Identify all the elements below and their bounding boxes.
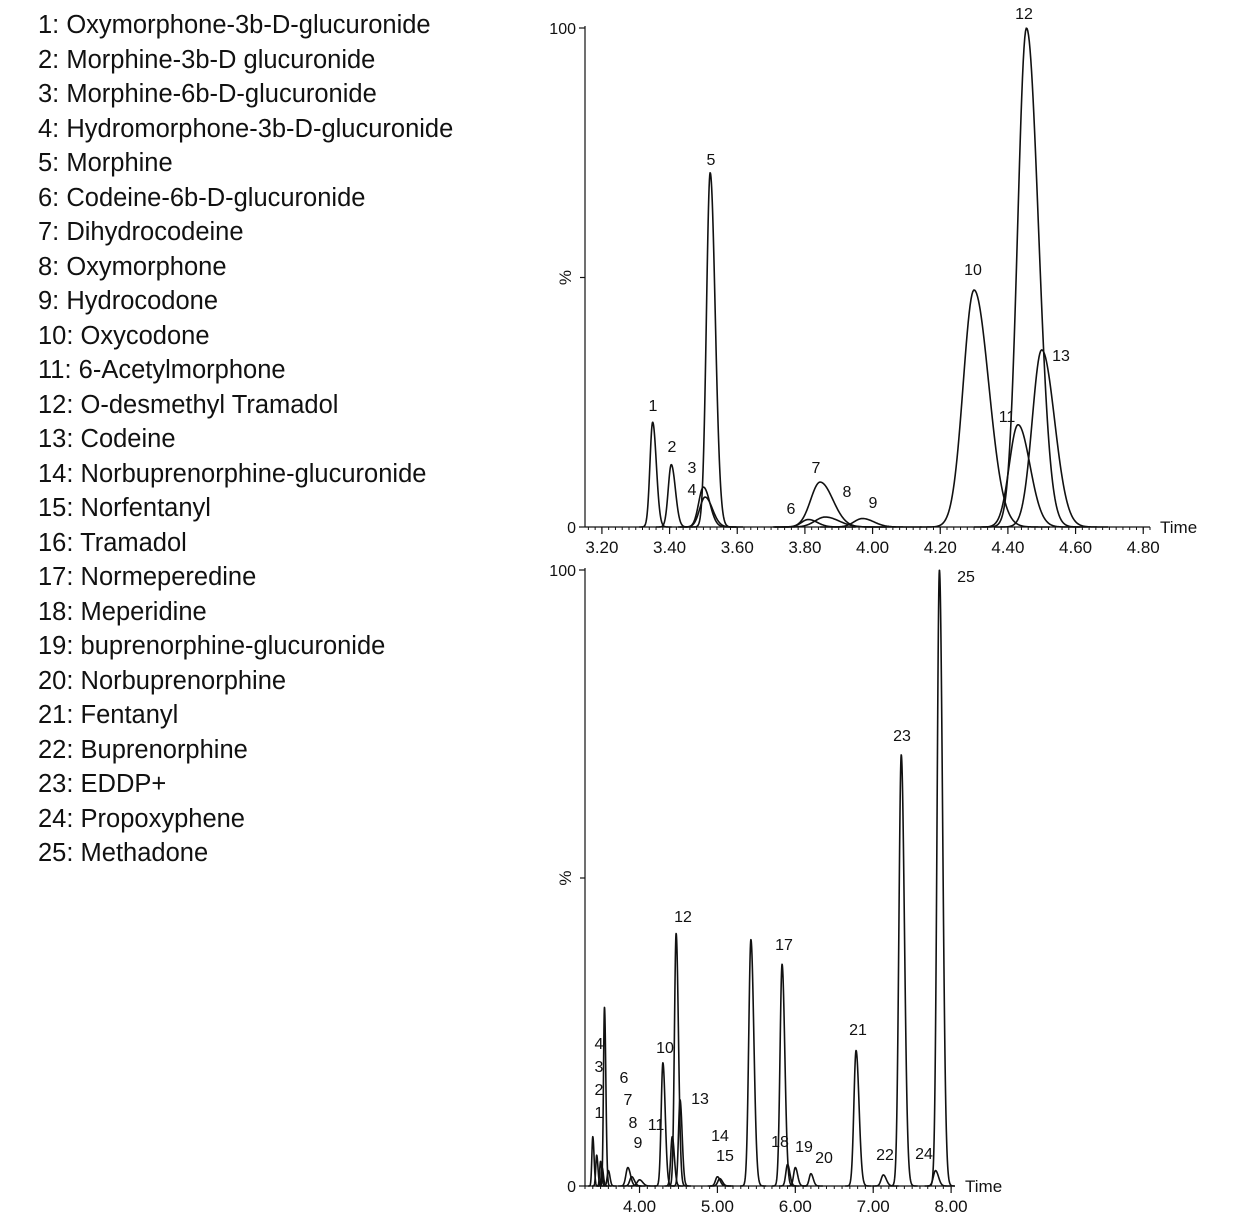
legend-item: 4: Hydromorphone-3b-D-glucuronide (38, 114, 454, 143)
peak-label: 17 (775, 937, 793, 954)
peak-label: 21 (849, 1022, 867, 1039)
x-tick-label: 4.80 (1126, 538, 1160, 557)
peak-label: 15 (716, 1148, 734, 1165)
y-tick-label: 100 (549, 21, 576, 38)
x-tick-label: 3.80 (788, 538, 822, 557)
x-tick-label: 8.00 (934, 1197, 968, 1216)
legend-item: 12: O-desmethyl Tramadol (38, 390, 339, 419)
peak-trace (678, 497, 743, 527)
legend-item: 9: Hydrocodone (38, 287, 219, 315)
peak-label: 18 (771, 1134, 789, 1151)
legend-item: 19: buprenorphine-glucuronide (38, 632, 386, 660)
peak-label: 12 (1015, 6, 1033, 23)
legend-item: 22: Buprenorphine (38, 735, 248, 764)
peak-label: 6 (786, 501, 796, 518)
peak-label: 13 (1052, 348, 1070, 365)
legend-item: 1: Oxymorphone-3b-D-glucuronide (38, 11, 431, 39)
peak-label: 12 (674, 909, 692, 926)
x-tick-label: 3.40 (653, 538, 687, 557)
peak-label: 24 (915, 1146, 933, 1163)
x-axis-label: Time (1160, 518, 1198, 537)
peak-label: 5 (706, 152, 716, 169)
peak-trace (772, 964, 796, 1186)
x-tick-label: 5.00 (700, 1197, 734, 1216)
y-axis-label: % (556, 269, 575, 286)
peak-label: 20 (815, 1150, 833, 1167)
peak-label: 4 (687, 482, 697, 499)
peak-trace (983, 28, 1089, 527)
peak-trace (845, 1051, 871, 1186)
x-tick-label: 7.00 (856, 1197, 890, 1216)
chromatogram-bottom (549, 563, 1002, 1216)
legend-item: 14: Norbuprenorphine-glucuronide (38, 459, 427, 488)
legend-item: 23: EDDP+ (38, 770, 167, 798)
peak-trace (618, 1168, 641, 1186)
peak-label: 10 (656, 1040, 674, 1057)
peak-label: 10 (964, 262, 982, 279)
peak-label: 9 (868, 495, 878, 512)
legend-item: 21: Fentanyl (38, 701, 179, 729)
legend-item: 6: Codeine-6b-D-glucuronide (38, 183, 366, 212)
legend-item: 18: Meperidine (38, 597, 207, 626)
peak-trace (994, 350, 1108, 527)
peak-label: 9 (633, 1135, 643, 1152)
legend-item: 11: 6-Acetylmorphone (38, 356, 286, 384)
chromatogram-top (549, 6, 1197, 557)
peak-label: 11 (647, 1117, 665, 1134)
legend-item: 24: Propoxyphene (38, 804, 245, 833)
peak-trace (740, 940, 766, 1186)
peak-label: 7 (623, 1092, 633, 1109)
peak-label: 2 (594, 1082, 604, 1099)
peak-label: 8 (842, 484, 852, 501)
x-tick-label: 3.20 (585, 538, 619, 557)
legend-item: 3: Morphine-6b-D-glucuronide (38, 80, 377, 108)
peak-trace (692, 173, 737, 527)
y-axis-label: % (556, 870, 575, 886)
legend-item: 5: Morphine (38, 149, 173, 177)
x-tick-label: 4.60 (1059, 538, 1093, 557)
x-tick-label: 4.40 (991, 538, 1025, 557)
peak-label: 1 (594, 1105, 604, 1122)
y-tick-label: 0 (567, 520, 576, 537)
peak-label: 6 (619, 1070, 629, 1087)
peak-trace (890, 755, 918, 1186)
peak-label: 19 (795, 1139, 813, 1156)
x-axis-label: Time (965, 1177, 1003, 1196)
legend-item: 17: Normeperedine (38, 563, 257, 591)
peak-trace (920, 290, 1050, 527)
peak-trace (928, 570, 955, 1186)
legend-item: 10: Oxycodone (38, 321, 210, 350)
peak-trace (802, 1174, 823, 1186)
legend-item: 25: Methadone (38, 839, 209, 867)
peak-label: 2 (667, 439, 677, 456)
peak-label: 14 (711, 1128, 729, 1145)
peak-trace (925, 1171, 951, 1186)
x-tick-label: 4.00 (622, 1197, 657, 1216)
y-tick-label: 100 (549, 563, 576, 580)
x-tick-label: 3.60 (720, 538, 754, 557)
legend-item: 13: Codeine (38, 425, 176, 453)
x-tick-label: 6.00 (778, 1197, 812, 1216)
x-tick-label: 4.00 (856, 538, 890, 557)
legend-item: 20: Norbuprenorphine (38, 666, 287, 695)
peak-label: 25 (957, 569, 975, 586)
peak-label: 1 (648, 398, 658, 415)
peak-label: 3 (594, 1059, 604, 1076)
legend-item: 7: Dihydrocodeine (38, 218, 244, 246)
legend-item: 16: Tramadol (38, 528, 187, 557)
peak-label: 13 (691, 1091, 709, 1108)
legend-item: 8: Oxymorphone (38, 252, 227, 281)
peak-label: 4 (594, 1036, 604, 1053)
peak-label: 23 (893, 728, 911, 745)
peak-label: 3 (687, 460, 697, 477)
peak-label: 7 (811, 460, 821, 477)
legend-item: 15: Norfentanyl (38, 494, 211, 522)
legend-item: 2: Morphine-3b-D glucuronide (38, 45, 376, 74)
peak-label: 8 (628, 1115, 638, 1132)
y-tick-label: 0 (567, 1179, 576, 1196)
peak-label: 22 (876, 1147, 894, 1164)
x-tick-label: 4.20 (923, 538, 957, 557)
peak-label: 11 (998, 409, 1016, 426)
